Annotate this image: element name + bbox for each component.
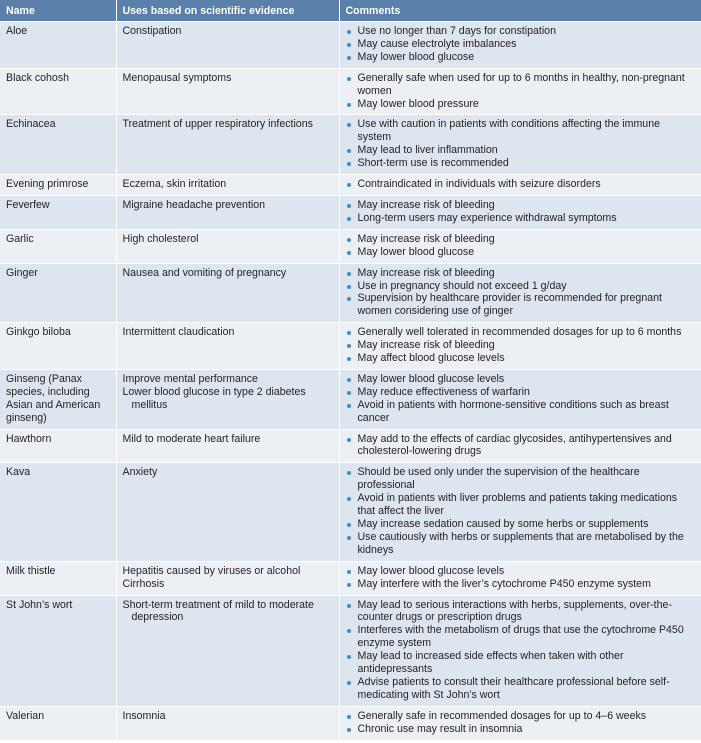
comment-list xyxy=(346,433,696,459)
use-line: Hepatitis caused by viruses or alcohol xyxy=(122,564,301,577)
table-header-row xyxy=(0,0,701,22)
cell-comments xyxy=(339,323,701,370)
cell-uses xyxy=(116,22,339,69)
comment-bullet: Use in pregnancy should not exceed 1 g/day xyxy=(346,280,696,293)
cell-comments xyxy=(339,429,701,463)
header-uses: Uses based on scientific evidence xyxy=(116,0,339,22)
cell-name: Ginger xyxy=(0,263,116,323)
cell-comments xyxy=(339,68,701,115)
comment-list xyxy=(346,25,696,64)
use-line: Improve mental performance xyxy=(122,372,258,385)
table-row xyxy=(0,175,701,196)
comment-bullet: Avoid in patients with liver problems and patients taking medications that affect the liver xyxy=(346,492,696,518)
cell-name: Echinacea xyxy=(0,115,116,175)
cell-uses xyxy=(116,463,339,561)
header-name: Name xyxy=(0,0,116,22)
cell-name: Milk thistle xyxy=(0,561,116,595)
cell-uses xyxy=(116,323,339,370)
table-row xyxy=(0,195,701,229)
cell-comments xyxy=(339,195,701,229)
table-row xyxy=(0,115,701,175)
comment-bullet: Generally safe in recommended dosages for up to 4–6 weeks xyxy=(346,710,696,723)
comment-bullet: May affect blood glucose levels xyxy=(346,352,696,365)
use-line: High cholesterol xyxy=(122,232,199,245)
comment-list xyxy=(346,373,696,425)
use-line: Anxiety xyxy=(122,466,158,479)
table-row xyxy=(0,68,701,115)
cell-comments xyxy=(339,229,701,263)
comment-bullet: Generally well tolerated in recommended dosages for up to 6 months xyxy=(346,326,696,339)
comment-list xyxy=(346,565,696,591)
cell-comments xyxy=(339,369,701,429)
cell-name: Kava xyxy=(0,463,116,561)
cell-name: Valerian xyxy=(0,706,116,739)
cell-name: Aloe xyxy=(0,22,116,69)
cell-name: Ginkgo biloba xyxy=(0,323,116,370)
use-line: Constipation xyxy=(122,25,182,37)
comment-list xyxy=(346,118,696,170)
use-line: Nausea and vomiting of pregnancy xyxy=(122,266,287,279)
comment-bullet: May reduce effectiveness of warfarin xyxy=(346,386,696,399)
cell-comments xyxy=(339,463,701,561)
cell-name: Feverfew xyxy=(0,195,116,229)
cell-comments xyxy=(339,175,701,196)
cell-comments xyxy=(339,115,701,175)
cell-comments xyxy=(339,561,701,595)
comment-list xyxy=(346,72,696,111)
comment-bullet: Chronic use may result in insomnia xyxy=(346,723,696,736)
cell-comments xyxy=(339,263,701,323)
comment-list xyxy=(346,233,696,259)
comment-bullet: May increase risk of bleeding xyxy=(346,199,696,212)
cell-uses xyxy=(116,68,339,115)
cell-name: Ginseng (Panax species, including Asian and American ginseng) xyxy=(0,369,116,429)
cell-uses xyxy=(116,429,339,463)
use-line: Eczema, skin irritation xyxy=(122,178,227,191)
table-row xyxy=(0,229,701,263)
comment-bullet: Should be used only under the supervision of the healthcare professional xyxy=(346,466,696,492)
use-line: Menopausal symptoms xyxy=(122,71,232,84)
table-row xyxy=(0,22,701,69)
cell-uses xyxy=(116,175,339,196)
use-line: Migraine headache prevention xyxy=(122,198,266,211)
use-line: Insomnia xyxy=(122,709,166,722)
use-line: Intermittent claudication xyxy=(122,326,235,339)
cell-name: Hawthorn xyxy=(0,429,116,463)
use-line: Lower blood glucose in type 2 diabetes mellitus xyxy=(122,385,306,411)
cell-uses xyxy=(116,595,339,706)
table-row xyxy=(0,263,701,323)
comment-bullet: May lead to increased side effects when taken with other antidepressants xyxy=(346,650,696,676)
cell-uses xyxy=(116,561,339,595)
comment-bullet: Generally safe when used for up to 6 months in healthy, non-pregnant women xyxy=(346,72,696,98)
comment-bullet: Long-term users may experience withdrawal symptoms xyxy=(346,212,696,225)
comment-bullet: Use no longer than 7 days for constipation xyxy=(346,25,696,38)
table-row xyxy=(0,561,701,595)
comment-bullet: Use cautiously with herbs or supplements that are metabolised by the kidneys xyxy=(346,531,696,557)
cell-name: St John’s wort xyxy=(0,595,116,706)
cell-uses xyxy=(116,706,339,739)
comment-bullet: May cause electrolyte imbalances xyxy=(346,38,696,51)
comment-bullet: Interferes with the metabolism of drugs that use the cytochrome P450 enzyme system xyxy=(346,624,696,650)
comment-list xyxy=(346,199,696,225)
cell-name: Evening primrose xyxy=(0,175,116,196)
cell-comments xyxy=(339,706,701,739)
comment-bullet: May lower blood pressure xyxy=(346,98,696,111)
table-row xyxy=(0,463,701,561)
table-body xyxy=(0,22,701,740)
comment-list xyxy=(346,178,696,191)
cell-uses xyxy=(116,229,339,263)
comment-bullet: May lead to liver inflammation xyxy=(346,144,696,157)
comment-bullet: May increase sedation caused by some herbs or supplements xyxy=(346,518,696,531)
comment-bullet: May increase risk of bleeding xyxy=(346,339,696,352)
table-row xyxy=(0,369,701,429)
comment-bullet: May increase risk of bleeding xyxy=(346,267,696,280)
cell-name: Garlic xyxy=(0,229,116,263)
comment-bullet: Use with caution in patients with conditions affecting the immune system xyxy=(346,118,696,144)
cell-comments xyxy=(339,22,701,69)
use-line: Cirrhosis xyxy=(122,577,165,590)
cell-uses xyxy=(116,115,339,175)
comment-bullet: May lower blood glucose xyxy=(346,51,696,64)
use-line: Treatment of upper respiratory infections xyxy=(122,118,313,131)
comment-bullet: May lower blood glucose xyxy=(346,246,696,259)
cell-uses xyxy=(116,195,339,229)
table-row xyxy=(0,429,701,463)
cell-name: Black cohosh xyxy=(0,68,116,115)
cell-uses xyxy=(116,369,339,429)
use-line: Short-term treatment of mild to moderate depression xyxy=(122,598,314,624)
comment-bullet: Contraindicated in individuals with seizure disorders xyxy=(346,178,696,191)
use-line: Mild to moderate heart failure xyxy=(122,432,261,445)
comment-bullet: May interfere with the liver’s cytochrome P450 enzyme system xyxy=(346,578,696,591)
comment-bullet: May lower blood glucose levels xyxy=(346,373,696,386)
table-row xyxy=(0,323,701,370)
comment-bullet: May add to the effects of cardiac glycosides, antihypertensives and cholesterol-lowering drugs xyxy=(346,433,696,459)
comment-list xyxy=(346,466,696,556)
comment-bullet: Advise patients to consult their healthcare professional before self-medicating with St John’s wort xyxy=(346,676,696,702)
header-comments: Comments xyxy=(339,0,701,22)
comment-bullet: Supervision by healthcare provider is recommended for pregnant women considering use of ginger xyxy=(346,292,696,318)
comment-bullet: May lead to serious interactions with herbs, supplements, over-the-counter drugs or prescription drugs xyxy=(346,599,696,625)
cell-comments xyxy=(339,595,701,706)
comment-list xyxy=(346,326,696,365)
table-row xyxy=(0,595,701,706)
comment-list xyxy=(346,599,696,702)
comment-bullet: Short-term use is recommended xyxy=(346,157,696,170)
comment-list xyxy=(346,710,696,736)
cell-uses xyxy=(116,263,339,323)
comment-list xyxy=(346,267,696,319)
table-row xyxy=(0,706,701,739)
comment-bullet: May lower blood glucose levels xyxy=(346,565,696,578)
comment-bullet: May increase risk of bleeding xyxy=(346,233,696,246)
comment-bullet: Avoid in patients with hormone-sensitive conditions such as breast cancer xyxy=(346,399,696,425)
